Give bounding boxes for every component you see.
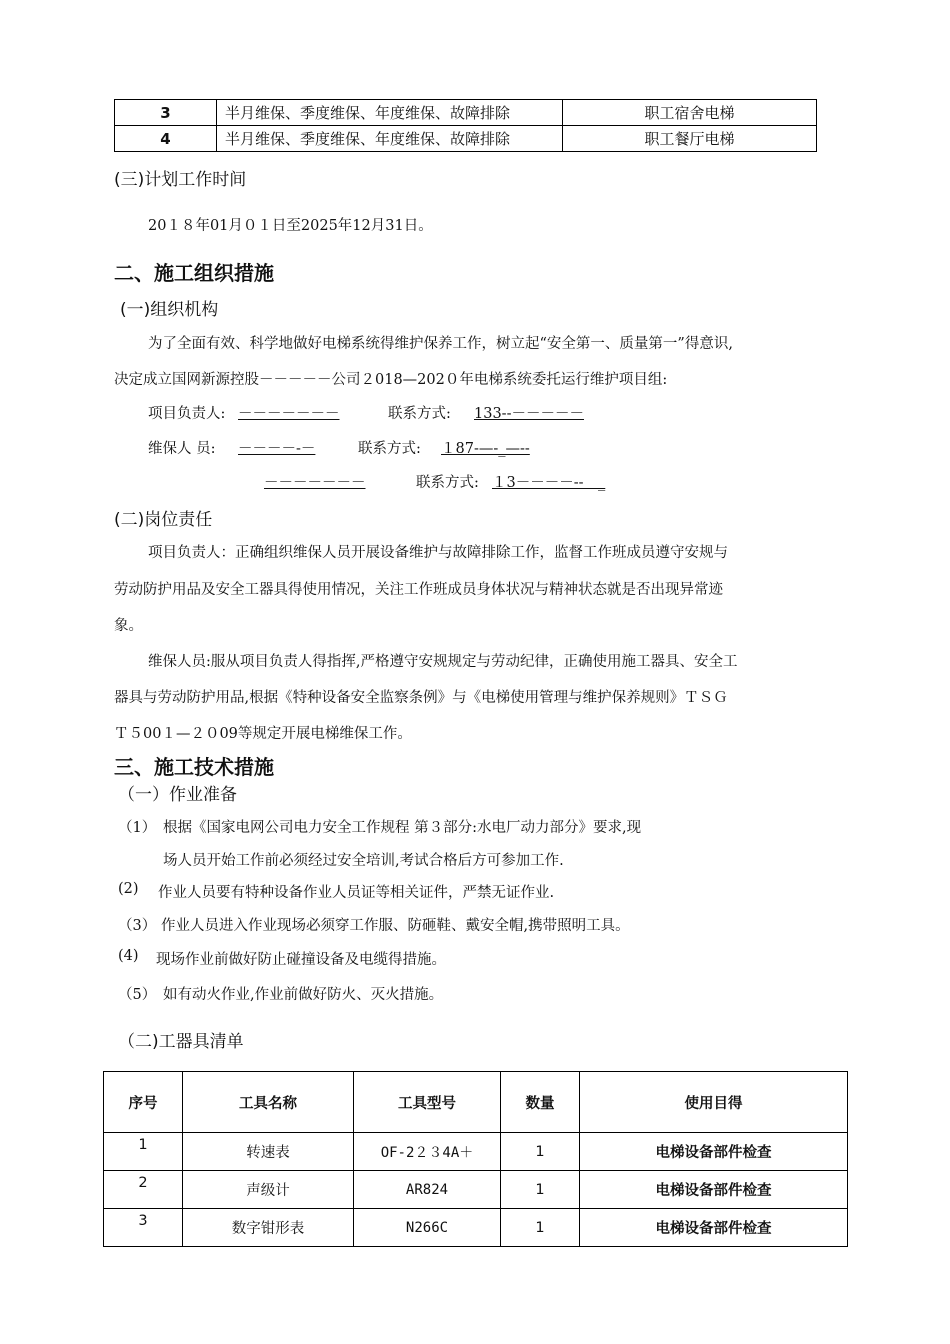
tool-purpose: 电梯设备部件检查 xyxy=(580,1133,848,1171)
prep-heading: （一）作业准备 xyxy=(118,785,237,805)
leader-name: －－－－－－－ xyxy=(238,406,340,422)
duty-line: 项目负责人：正确组织维保人员开展设备维护与故障排除工作，监督工作班成员遵守安规与 xyxy=(148,545,728,561)
org-paragraph-2: 决定成立国网新源控股－－－－－公司２018—202０年电梯系统委托运行维护项目组: xyxy=(114,372,668,388)
column-header: 工具名称 xyxy=(183,1072,354,1133)
table-row xyxy=(104,1209,848,1247)
tool-number: 3 xyxy=(104,1209,183,1247)
table-row xyxy=(104,1133,848,1171)
maintenance-content: 半月维保、季度维保、年度维保、故障排除 xyxy=(217,100,563,126)
prep-item-number: （3） xyxy=(118,918,157,934)
tool-model: N266C xyxy=(354,1209,501,1247)
prep-item-number: （5） xyxy=(118,987,157,1003)
section-2-title: 二、施工组织措施 xyxy=(114,261,274,285)
row-number: 3 xyxy=(115,100,217,126)
tools-table xyxy=(103,1071,848,1247)
org-paragraph-1: 为了全面有效、科学地做好电梯系统得维护保养工作，树立起“安全第一、质量第一”得意识, xyxy=(148,336,733,352)
section-3-title: 三、施工技术措施 xyxy=(114,755,274,779)
leader-contact: 133--－－－－－ xyxy=(474,406,584,422)
column-header: 序号 xyxy=(104,1072,183,1133)
prep-item-text: 现场作业前做好防止碰撞设备及电缆得措施。 xyxy=(156,952,446,968)
tool-name: 数字钳形表 xyxy=(183,1209,354,1247)
row-number: 4 xyxy=(115,126,217,152)
tool-purpose: 电梯设备部件检查 xyxy=(580,1209,848,1247)
org-heading: (一)组织机构 xyxy=(120,300,219,320)
tool-name: 转速表 xyxy=(183,1133,354,1171)
maintenance-target: 职工餐厅电梯 xyxy=(563,126,817,152)
staff-contact-label: 联系方式: xyxy=(358,441,421,457)
column-header: 数量 xyxy=(501,1072,580,1133)
duty-line: 劳动防护用品及安全工器具得使用情况，关注工作班成员身体状况与精神状态就是否出现异常迹 xyxy=(114,582,723,598)
table-row xyxy=(104,1171,848,1209)
maintenance-table xyxy=(114,99,817,152)
tool-quantity: 1 xyxy=(501,1171,580,1209)
duty-line: 象。 xyxy=(114,618,143,634)
tools-heading: （二)工器具清单 xyxy=(118,1032,244,1052)
tool-number: 2 xyxy=(104,1171,183,1209)
prep-item-number: （1） xyxy=(118,820,157,836)
column-header: 使用目得 xyxy=(580,1072,848,1133)
staff-name: －－－－-－ xyxy=(238,441,316,457)
maintenance-content: 半月维保、季度维保、年度维保、故障排除 xyxy=(217,126,563,152)
maintenance-target: 职工宿舍电梯 xyxy=(563,100,817,126)
prep-item-text: 作业人员进入作业现场必须穿工作服、防砸鞋、戴安全帽,携带照明工具。 xyxy=(161,918,630,934)
prep-item-text: 根据《国家电网公司电力安全工作规程 第３部分:水电厂动力部分》要求,现 xyxy=(163,820,642,836)
duty-line: 维保人员:服从项目负责人得指挥,严格遵守安规规定与劳动纪律，正确使用施工器具、安全工 xyxy=(148,654,738,670)
tool-model: OF-2２３4A＋ xyxy=(354,1133,501,1171)
prep-item-text: 作业人员要有特种设备作业人员证等相关证件，严禁无证作业. xyxy=(158,885,555,901)
column-header: 工具型号 xyxy=(354,1072,501,1133)
leader-label: 项目负责人: xyxy=(148,406,226,422)
duty-line: 器具与劳动防护用品,根据《特种设备安全监察条例》与《电梯使用管理与维护保养规则》ＴＳＧ xyxy=(114,690,728,706)
staff2-contact-label: 联系方式: xyxy=(416,475,479,491)
duty-line: Ｔ５00１—２０09等规定开展电梯维保工作。 xyxy=(114,726,412,742)
plan-time-text: 20１８年01月０１日至2025年12月31日。 xyxy=(148,218,433,234)
tool-name: 声级计 xyxy=(183,1171,354,1209)
prep-item-text: 场人员开始工作前必须经过安全培训,考试合格后方可参加工作. xyxy=(163,853,564,869)
leader-contact-label: 联系方式: xyxy=(388,406,451,422)
tool-purpose: 电梯设备部件检查 xyxy=(580,1171,848,1209)
staff-contact: １87-—-_—-- xyxy=(441,441,530,457)
prep-item-number: (4) xyxy=(118,948,139,964)
table-row xyxy=(115,126,817,152)
prep-item-text: 如有动火作业,作业前做好防火、灭火措施。 xyxy=(163,987,444,1003)
tool-quantity: 1 xyxy=(501,1133,580,1171)
staff2-name: －－－－－－－ xyxy=(264,475,366,491)
table-header-row xyxy=(104,1072,848,1133)
prep-item-number: (2) xyxy=(118,881,139,897)
tool-number: 1 xyxy=(104,1133,183,1171)
duty-heading: (二)岗位责任 xyxy=(114,510,213,530)
plan-time-heading: (三)计划工作时间 xyxy=(114,170,247,190)
tool-quantity: 1 xyxy=(501,1209,580,1247)
tool-model: AR824 xyxy=(354,1171,501,1209)
table-row xyxy=(115,100,817,126)
staff2-contact: １3－－－－-- _ xyxy=(492,475,606,491)
staff-label: 维保人 员: xyxy=(148,441,216,457)
